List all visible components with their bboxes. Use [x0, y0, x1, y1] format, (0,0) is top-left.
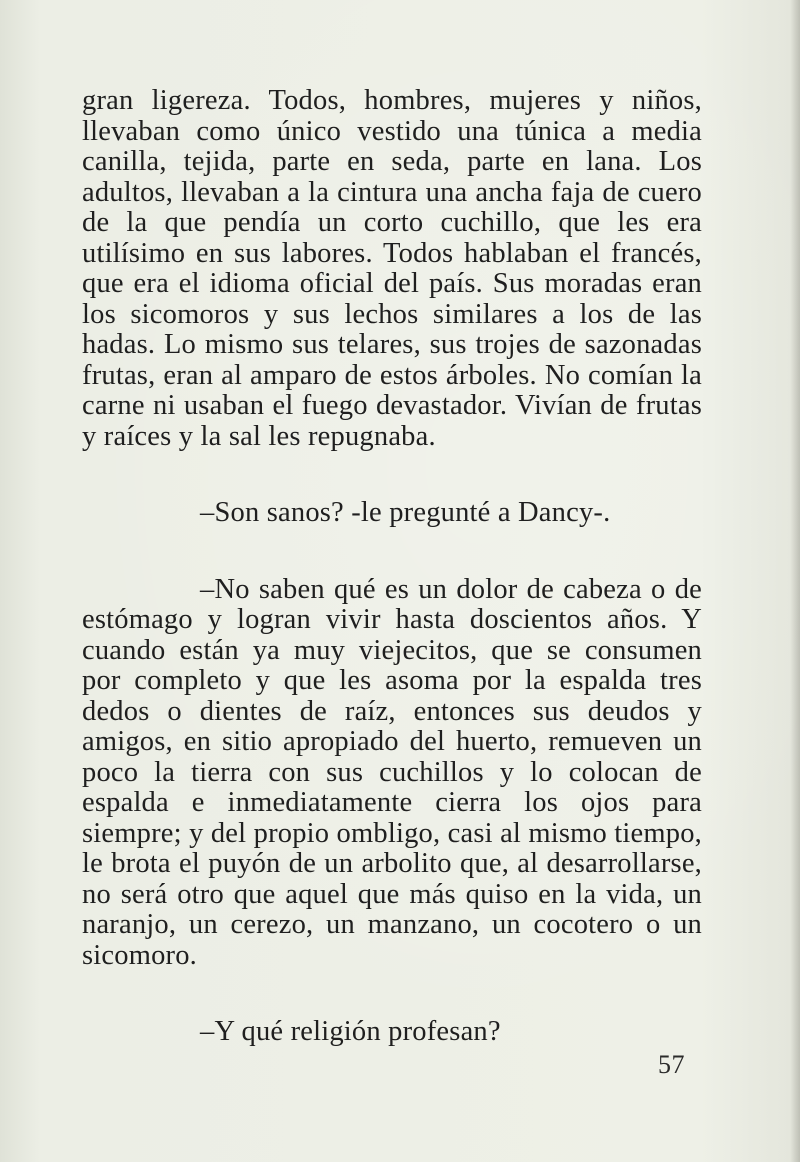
paragraph-gap — [82, 971, 702, 1017]
page-edge-shadow — [790, 0, 800, 1162]
page-number: 57 — [658, 1050, 685, 1079]
paragraph-narrative: gran ligereza. Todos, hombres, mujeres y niños, llevaban como único vestido una túnica a media canilla, tejida, parte en seda, parte en lana. Los adultos, llevaban a la cintura una ancha faja de cuero de la que pendía un corto cuchillo, que les era utilísimo en sus labores. Todos hablaban el francés, que era el idioma oficial del país. Sus moradas eran los sicomoros y sus lechos similares a los de las hadas. Lo mismo sus telares, sus trojes de sazonadas frutas, eran al amparo de estos árboles. No comían la carne ni usaban el fuego devastador. Vivían de frutas y raíces y la sal les repugnaba. — [82, 85, 702, 452]
book-page-text — [82, 86, 702, 1048]
paragraph-dialogue-question: –Son sanos? -le pregunté a Dancy-. — [200, 497, 611, 528]
paragraph-gap — [82, 529, 702, 575]
paragraph-dialogue-answer: –No saben qué es un dolor de cabeza o de estómago y logran vivir hasta doscientos años. Y cuando están ya muy viejecitos, que se consumen por completo y que les asoma por la espalda tres dedos o dientes de raíz, entonces sus deudos y amigos, en sitio apropiado del huerto, remueven un poco la tierra con sus cuchillos y lo colocan de espalda e inmediatamente cierra los ojos para siempre; y del propio ombligo, casi al mismo tiempo, le brota el puyón de un arbolito que, al desarrollarse, no será otro que aquel que más quiso en la vida, un naranjo, un cerezo, un manzano, un cocotero o un sicomoro. — [82, 573, 702, 971]
paragraph-gap — [82, 452, 702, 498]
paragraph-dialogue-question-religion: –Y qué religión profesan? — [200, 1016, 501, 1047]
